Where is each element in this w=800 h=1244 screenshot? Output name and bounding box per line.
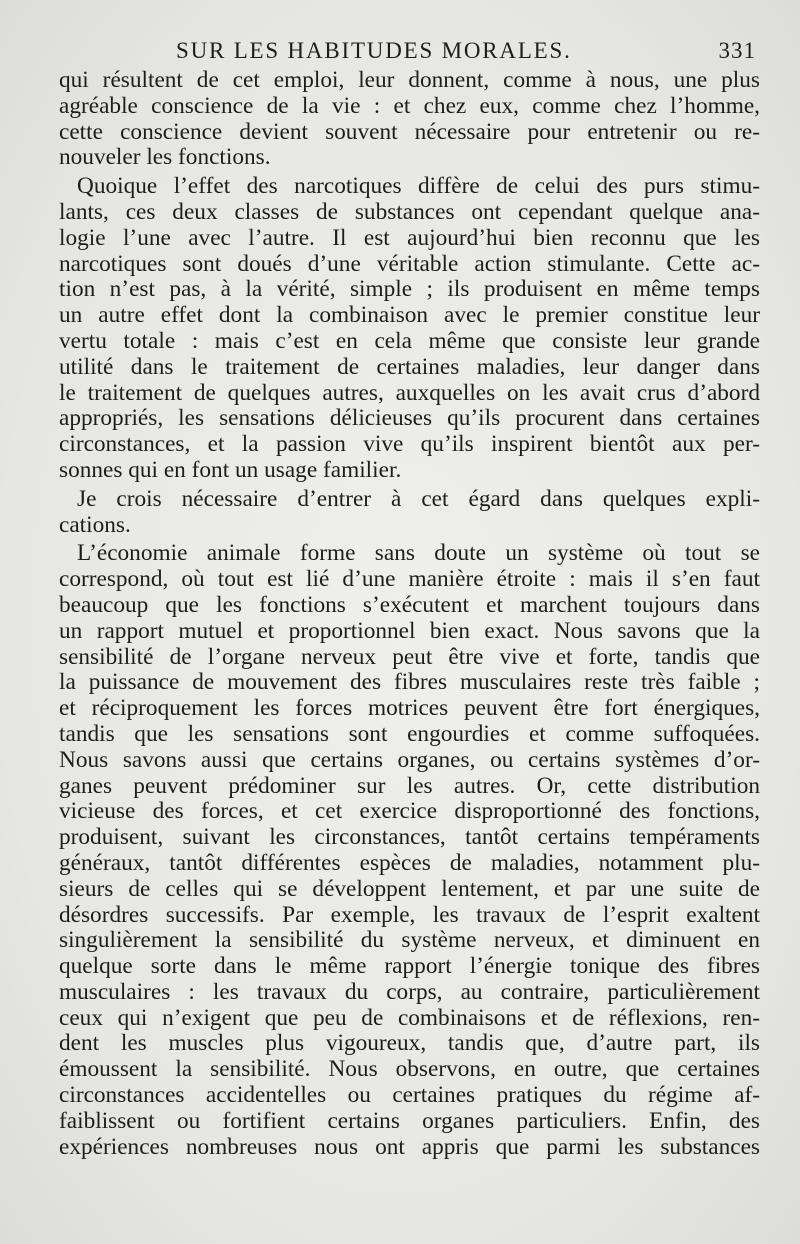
text-line: circonstances, et la passion vive qu’ils inspirent bientôt aux per- [59,432,760,458]
text-line: vertu totale : mais c’est en cela même que consiste leur grande [59,328,760,354]
text-line: L’économie animale forme sans doute un système où tout se [77,541,760,567]
text-line: logie l’une avec l’autre. Il est aujourd’hui bien reconnu que les [59,225,760,251]
text-line: émoussent la sensibilité. Nous observons, en outre, que certaines [59,1057,760,1083]
text-line: Je crois nécessaire d’entrer à cet égard dans quelques expli- [77,486,760,512]
running-head [59,30,760,68]
text-line: quelque sorte dans le même rapport l’énergie tonique des fibres [59,954,760,980]
text-line: correspond, où tout est lié d’une manière étroite : mais il s’en faut [59,567,760,593]
text-line: sensibilité de l’organe nerveux peut être vive et forte, tandis que [59,644,760,670]
text-line: un rapport mutuel et proportionnel bien exact. Nous savons que la [59,618,760,644]
paragraph [59,174,760,484]
body-text [59,68,760,1160]
paragraph [59,541,760,1160]
text-line: généraux, tantôt différentes espèces de maladies, notamment plu- [59,850,760,876]
text-line: nouveler les fonctions. [59,145,271,171]
page-number: 331 [718,38,756,63]
text-line: faiblissent ou fortifient certains organes particuliers. Enfin, des [59,1108,760,1134]
text-line: sonnes qui en font un usage familier. [59,457,402,483]
text-line: un autre effet dont la combinaison avec le premier constitue leur [59,303,760,329]
text-line: Nous savons aussi que certains organes, ou certains systèmes d’or- [59,747,760,773]
text-line: la puissance de mouvement des fibres musculaires reste très faible ; [59,670,760,696]
text-line: le traitement de quelques autres, auxquelles on les avait crus d’abord [59,380,760,406]
text-line: agréable conscience de la vie : et chez eux, comme chez l’homme, [59,93,760,119]
text-line: ganes peuvent prédominer sur les autres. Or, cette distribution [59,773,760,799]
text-line: musculaires : les travaux du corps, au contraire, particulièrement [59,979,760,1005]
text-line: circonstances accidentelles ou certaines pratiques du régime af- [59,1083,760,1109]
text-line: tion n’est pas, à la vérité, simple ; ils produisent en même temps [59,277,760,303]
text-line: Quoique l’effet des narcotiques diffère de celui des purs stimu- [77,174,760,200]
text-line: produisent, suivant les circonstances, tantôt certains tempéraments [59,825,760,851]
text-line: vicieuse des forces, et cet exercice disproportionné des fonctions, [59,799,760,825]
text-line: expériences nombreuses nous ont appris que parmi les substances [59,1134,760,1160]
text-line: cette conscience devient souvent nécessaire pour entretenir ou re- [59,119,760,145]
text-line: ceux qui n’exigent que peu de combinaisons et de réflexions, ren- [59,1005,760,1031]
text-line: et réciproquement les forces motrices peuvent être fort énergiques, [59,696,760,722]
paragraph [59,68,760,171]
text-line: narcotiques sont doués d’une véritable action stimulante. Cette ac- [59,251,760,277]
running-title: SUR LES HABITUDES MORALES. [176,38,572,63]
text-line: désordres successifs. Par exemple, les travaux de l’esprit exaltent [59,902,760,928]
text-line: appropriés, les sensations délicieuses qu’ils procurent dans certaines [59,406,760,432]
text-line: utilité dans le traitement de certaines maladies, leur danger dans [59,354,760,380]
text-line: singulièrement la sensibilité du système nerveux, et diminuent en [59,928,760,954]
text-line: tandis que les sensations sont engourdies et comme suffoquées. [59,721,760,747]
text-line: dent les muscles plus vigoureux, tandis que, d’autre part, ils [59,1031,760,1057]
text-line: cations. [59,512,131,538]
text-line: lants, ces deux classes de substances ont cependant quelque ana- [59,199,760,225]
text-line: qui résultent de cet emploi, leur donnent, comme à nous, une plus [59,68,760,93]
paragraph [59,487,760,539]
text-line: sieurs de celles qui se développent lentement, et par une suite de [59,876,760,902]
text-line: beaucoup que les fonctions s’exécutent et marchent toujours dans [59,592,760,618]
